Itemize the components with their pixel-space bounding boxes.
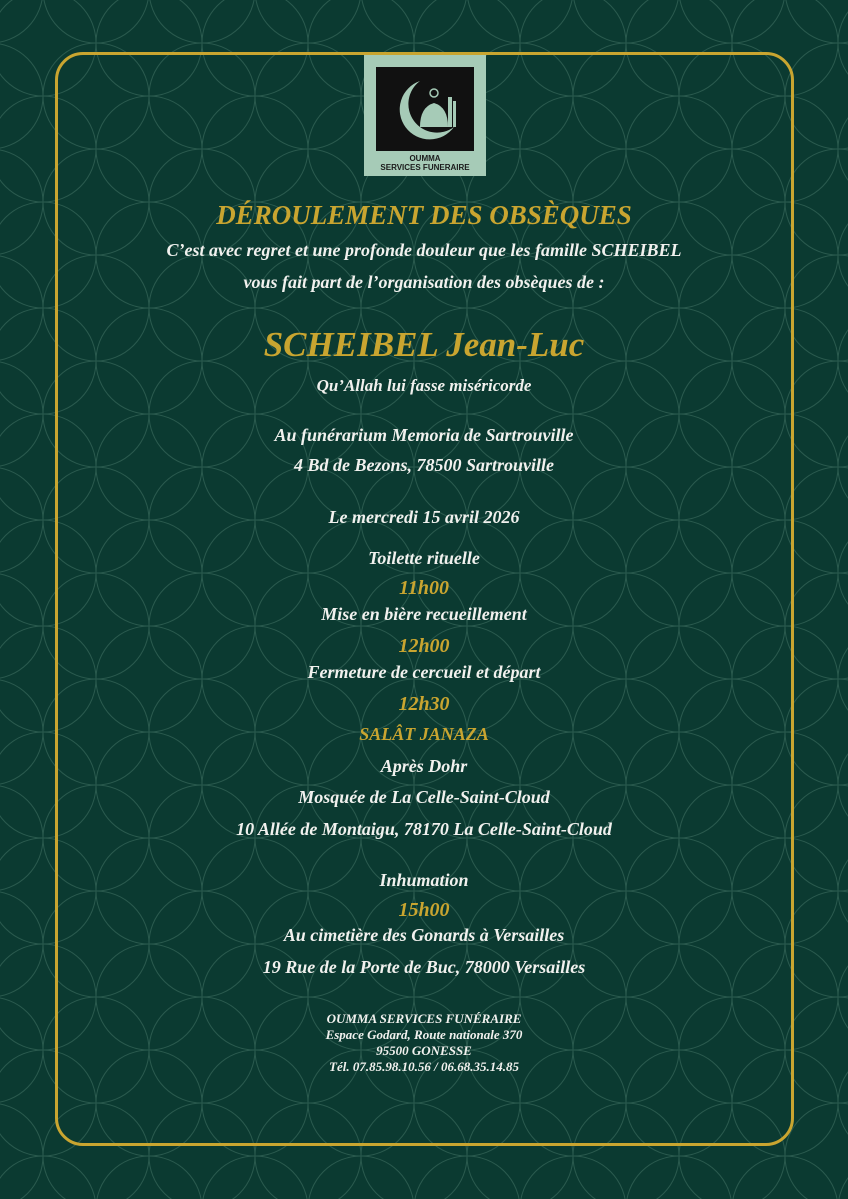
footer (0, 1011, 848, 1075)
mosque-line-2: 10 Allée de Montaigu, 78170 La Celle-Saint-Cloud (236, 819, 612, 839)
cemetery-line-1: Au cimetière des Gonards à Versailles (283, 925, 565, 945)
event-2: Fermeture de cercueil et départ (307, 662, 541, 682)
intro-line-1: C’est avec regret et une profonde douleur que les famille SCHEIBEL (166, 240, 682, 260)
toilette-label: Toilette rituelle (368, 548, 480, 568)
crescent-mosque-icon (376, 67, 474, 151)
mosque-line-1: Mosquée de La Celle-Saint-Cloud (298, 787, 550, 807)
time-4: 15h00 (398, 899, 450, 921)
footer-address: Espace Godard, Route nationale 370 (325, 1027, 523, 1042)
event-3: SALÂT JANAZA (359, 724, 489, 744)
event-1: Mise en bière recueillement (321, 604, 527, 624)
after-dohr: Après Dohr (380, 756, 468, 776)
footer-phone: Tél. 07.85.98.10.56 / 06.68.35.14.85 (329, 1059, 519, 1074)
time-1: 11h00 (398, 577, 450, 599)
footer-city: 95500 GONESSE (376, 1043, 472, 1058)
time-2: 12h00 (398, 635, 450, 657)
logo (364, 55, 486, 176)
place-line-2: 4 Bd de Bezons, 78500 Sartrouville (293, 455, 555, 475)
footer-company: OUMMA SERVICES FUNÉRAIRE (326, 1011, 522, 1026)
page-title: DÉROULEMENT DES OBSÈQUES (216, 200, 632, 230)
cemetery-line-2: 19 Rue de la Porte de Buc, 78000 Versailles (262, 957, 586, 977)
intro-line-2: vous fait part de l’organisation des obsèques de : (243, 272, 605, 292)
place-line-1: Au funérarium Memoria de Sartrouville (274, 425, 574, 445)
time-3: 12h30 (398, 693, 450, 715)
prayer-text: Qu’Allah lui fasse miséricorde (316, 376, 532, 395)
logo-text-2: SERVICES FUNERAIRE (380, 163, 470, 172)
date: Le mercredi 15 avril 2026 (328, 507, 520, 527)
logo-text-1: OUMMA (409, 154, 441, 163)
deceased-name: SCHEIBEL Jean-Luc (263, 325, 585, 364)
inhumation-label: Inhumation (379, 870, 469, 890)
